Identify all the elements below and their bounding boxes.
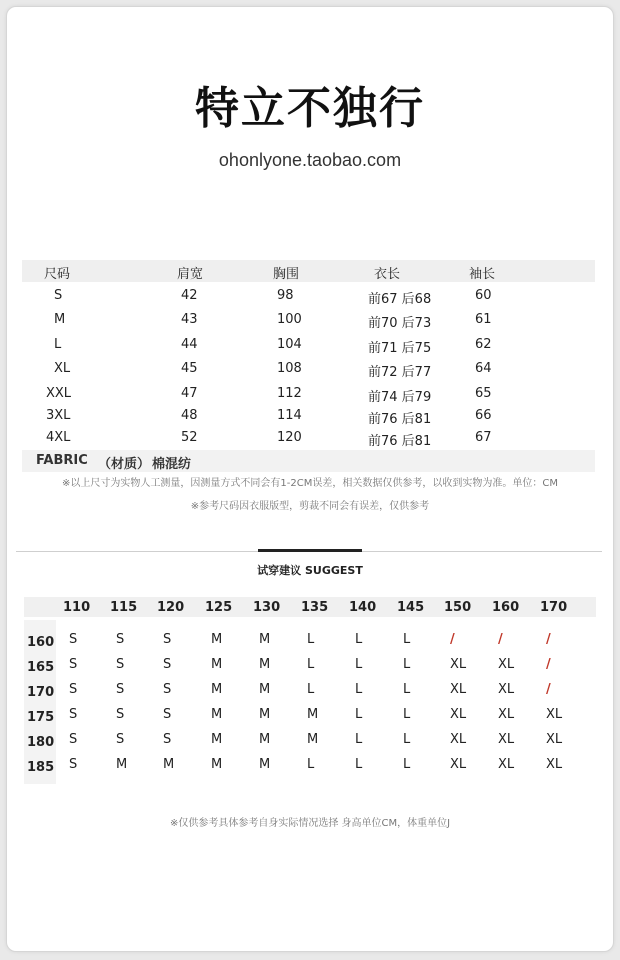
suggest-cell: / — [546, 682, 551, 697]
suggest-cell: M — [211, 682, 223, 697]
size-table-cell: 47 — [181, 386, 198, 401]
size-table-cell: 114 — [277, 408, 302, 423]
suggest-cell: S — [163, 707, 172, 722]
weight-header-cell: 150 — [444, 600, 472, 615]
suggest-cell: S — [116, 657, 125, 672]
suggest-cell: S — [69, 707, 78, 722]
suggest-cell: S — [116, 707, 125, 722]
suggest-cell: L — [355, 757, 363, 772]
size-table-header-cell: 胸围 — [273, 267, 300, 282]
weight-header-cell: 130 — [253, 600, 281, 615]
suggest-cell: M — [211, 732, 223, 747]
suggest-cell: L — [355, 732, 363, 747]
size-table-cell: 3XL — [46, 408, 71, 423]
suggest-cell: S — [163, 657, 172, 672]
suggest-cell: S — [69, 757, 78, 772]
size-table-cell: 52 — [181, 430, 198, 445]
suggest-cell: S — [116, 682, 125, 697]
suggest-cell: S — [163, 732, 172, 747]
suggest-cell: S — [163, 682, 172, 697]
suggest-cell: XL — [450, 657, 467, 672]
size-table-cell: 67 — [475, 430, 492, 445]
shop-url[interactable]: ohonlyone.taobao.com — [218, 150, 402, 170]
size-table-cell: S — [54, 288, 63, 303]
section-divider-accent — [258, 549, 362, 552]
suggest-cell: M — [116, 757, 128, 772]
size-table-header — [22, 260, 595, 282]
suggest-cell: S — [163, 632, 172, 647]
suggest-cell: S — [69, 632, 78, 647]
suggest-cell: M — [307, 732, 319, 747]
suggest-cell: L — [403, 732, 411, 747]
suggest-cell: XL — [450, 682, 467, 697]
suggest-cell: L — [403, 657, 411, 672]
suggest-cell: M — [259, 632, 271, 647]
brand-title: 特立不独行 — [195, 83, 425, 134]
weight-header-cell: 140 — [349, 600, 377, 615]
size-table-cell: 43 — [181, 312, 198, 327]
suggest-cell: S — [69, 657, 78, 672]
suggest-cell: L — [355, 632, 363, 647]
suggest-cell: L — [307, 682, 315, 697]
suggest-cell: / — [498, 632, 503, 647]
weight-header-cell: 115 — [110, 600, 138, 615]
size-table-header-cell: 袖长 — [469, 267, 496, 282]
suggest-cell: M — [259, 732, 271, 747]
suggest-cell: L — [403, 682, 411, 697]
suggest-cell: XL — [498, 707, 515, 722]
suggest-cell: L — [355, 682, 363, 697]
size-table-cell: 前76 后81 — [368, 434, 432, 449]
size-table-cell: 62 — [475, 337, 492, 352]
weight-header-cell: 125 — [205, 600, 233, 615]
suggest-cell: XL — [498, 682, 515, 697]
size-table-cell: 前76 后81 — [368, 412, 432, 427]
size-reference-note: ※参考尺码因衣服版型，剪裁不同会有误差，仅供参考 — [190, 501, 430, 512]
size-table-cell: 42 — [181, 288, 198, 303]
suggest-cell: S — [116, 732, 125, 747]
suggest-cell: M — [259, 682, 271, 697]
suggest-cell: M — [163, 757, 175, 772]
fabric-row — [22, 450, 595, 472]
weight-header-cell: 110 — [63, 600, 91, 615]
size-table-cell: 前71 后75 — [368, 341, 432, 356]
weight-header-cell: 170 — [540, 600, 568, 615]
size-table-cell: 60 — [475, 288, 492, 303]
fabric-sub-label: （材质） — [98, 457, 151, 472]
weight-header-cell: 120 — [157, 600, 185, 615]
size-table-cell: XL — [54, 361, 71, 376]
suggest-cell: XL — [546, 707, 563, 722]
suggest-cell: M — [211, 632, 223, 647]
suggest-cell: L — [307, 632, 315, 647]
size-table-cell: 104 — [277, 337, 302, 352]
suggest-cell: M — [259, 757, 271, 772]
size-table-header-cell: 衣长 — [374, 267, 401, 282]
size-table-cell: 前74 后79 — [368, 390, 432, 405]
size-table-cell: 前70 后73 — [368, 316, 432, 331]
size-table-cell: L — [54, 337, 62, 352]
size-table-cell: 前67 后68 — [368, 292, 432, 307]
weight-header-cell: 135 — [301, 600, 329, 615]
size-table-cell: 4XL — [46, 430, 71, 445]
size-table-cell: 66 — [475, 408, 492, 423]
suggest-cell: S — [116, 632, 125, 647]
suggest-cell: S — [69, 682, 78, 697]
suggest-cell: S — [69, 732, 78, 747]
suggest-cell: L — [355, 707, 363, 722]
suggest-cell: XL — [450, 732, 467, 747]
suggest-cell: M — [211, 657, 223, 672]
size-table-header-cell: 肩宽 — [177, 267, 204, 282]
suggest-cell: XL — [546, 732, 563, 747]
suggest-cell: M — [259, 707, 271, 722]
suggest-cell: XL — [450, 757, 467, 772]
size-table-cell: 112 — [277, 386, 302, 401]
height-header-cell: 175 — [27, 710, 55, 725]
suggest-cell: XL — [498, 732, 515, 747]
suggest-cell: L — [403, 757, 411, 772]
fabric-value: 棉混纺 — [152, 457, 192, 472]
suggest-cell: / — [450, 632, 455, 647]
suggest-cell: M — [259, 657, 271, 672]
suggest-cell: XL — [498, 657, 515, 672]
weight-header-cell: 160 — [492, 600, 520, 615]
size-table-cell: 108 — [277, 361, 302, 376]
size-table-cell: 100 — [277, 312, 302, 327]
suggest-cell: / — [546, 657, 551, 672]
size-table-cell: 45 — [181, 361, 198, 376]
height-header-cell: 170 — [27, 685, 55, 700]
size-table-cell: 120 — [277, 430, 302, 445]
suggest-cell: M — [211, 707, 223, 722]
suggest-cell: L — [355, 657, 363, 672]
suggest-cell: XL — [450, 707, 467, 722]
height-header-cell: 160 — [27, 635, 55, 650]
size-table-cell: 98 — [277, 288, 294, 303]
suggest-cell: XL — [498, 757, 515, 772]
size-table-cell: 64 — [475, 361, 492, 376]
suggest-cell: L — [307, 657, 315, 672]
height-header-cell: 185 — [27, 760, 55, 775]
size-table-cell: 前72 后77 — [368, 365, 432, 380]
weight-header-cell: 145 — [397, 600, 425, 615]
size-table-cell: XXL — [46, 386, 72, 401]
size-table-cell: 48 — [181, 408, 198, 423]
suggest-cell: M — [211, 757, 223, 772]
measurement-note: ※以上尺寸为实物人工测量，因测量方式不同会有1-2CM误差，相关数据仅供参考，以收到实物为准。单位：CM — [62, 478, 558, 489]
size-table-header-cell: 尺码 — [44, 267, 71, 282]
height-header-cell: 180 — [27, 735, 55, 750]
suggest-title: 试穿建议 SUGGEST — [257, 564, 363, 577]
suggest-cell: L — [403, 707, 411, 722]
fabric-label: FABRIC — [36, 453, 88, 468]
suggest-cell: / — [546, 632, 551, 647]
suggest-note: ※仅供参考具体参考自身实际情况选择 身高单位CM，体重单位J — [169, 818, 451, 829]
suggest-cell: L — [307, 757, 315, 772]
suggest-cell: L — [403, 632, 411, 647]
size-table-cell: 65 — [475, 386, 492, 401]
height-header-cell: 165 — [27, 660, 55, 675]
size-table-cell: M — [54, 312, 66, 327]
size-table-cell: 44 — [181, 337, 198, 352]
size-table-cell: 61 — [475, 312, 492, 327]
suggest-cell: M — [307, 707, 319, 722]
suggest-cell: XL — [546, 757, 563, 772]
